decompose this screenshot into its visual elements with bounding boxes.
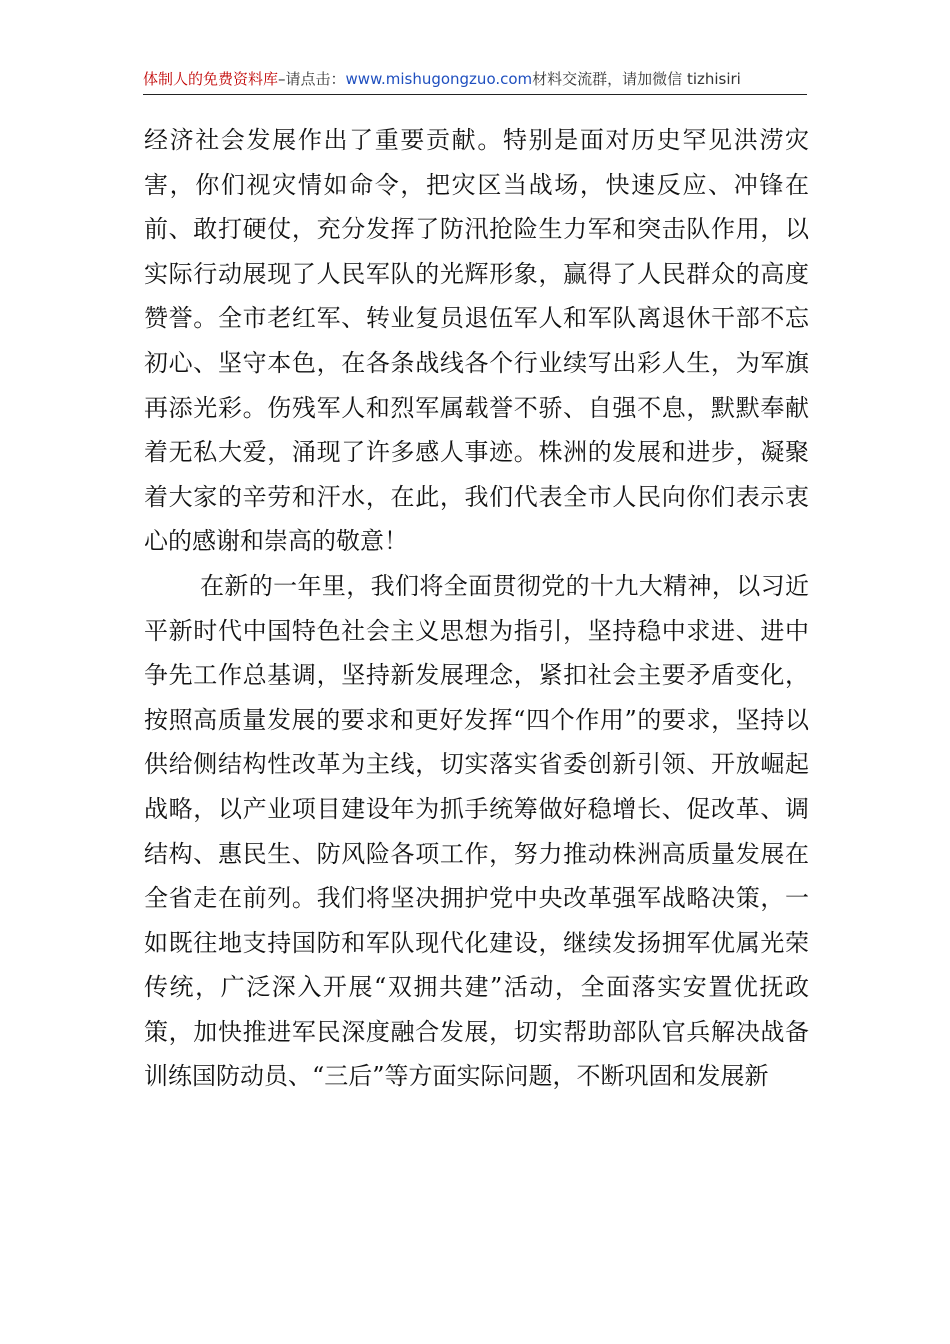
page-header	[143, 66, 807, 95]
header-brand: 体制人的免费资料库	[143, 70, 279, 88]
paragraph-2: 在新的一年里，我们将全面贯彻党的十九大精神，以习近平新时代中国特色社会主义思想为指引，坚持稳中求进、进中争先工作总基调，坚持新发展理念，紧扣社会主要矛盾变化，按照高质量发展的要求和更好发挥“四个作用”的要求，坚持以供给侧结构性改革为主线，切实落实省委创新引领、开放崛起战略，以产业项目建设年为抓手统筹做好稳增长、促改革、调结构、惠民生、防风险各项工作，努力推动株洲高质量发展在全省走在前列。我们将坚决拥护党中央改革强军战略决策，一如既往地支持国防和军队现代化建设，继续发扬拥军优属光荣传统，广泛深入开展“双拥共建”活动，全面落实安置优抚政策，加快推进军民深度融合发展，切实帮助部队官兵解决战备训练国防动员、“三后”等方面实际问题，不断巩固和发展新	[144, 571, 809, 1091]
header-prompt: –请点击：	[278, 70, 346, 88]
paragraph-1: 经济社会发展作出了重要贡献。特别是面对历史罕见洪涝灾害，你们视灾情如命令，把灾区当战场，快速反应、冲锋在前、敢打硬仗，充分发挥了防汛抢险生力军和突击队作用，以实际行动展现了人民军队的光辉形象，赢得了人民群众的高度赞誉。全市老红军、转业复员退伍军人和军队离退休干部不忘初心、坚守本色，在各条战线各个行业续写出彩人生，为军旗再添光彩。伤残军人和烈军属载誉不骄、自强不息，默默奉献着无私大爱，涌现了许多感人事迹。株洲的发展和进步，凝聚着大家的辛劳和汗水，在此，我们代表全市人民向你们表示衷心的感谢和崇高的敬意！	[144, 126, 809, 556]
document-body	[144, 118, 809, 1099]
header-link[interactable]: www.mishugongzuo.com	[345, 70, 533, 88]
header-contact: 材料交流群，请加微信 tizhisiri	[532, 70, 741, 88]
